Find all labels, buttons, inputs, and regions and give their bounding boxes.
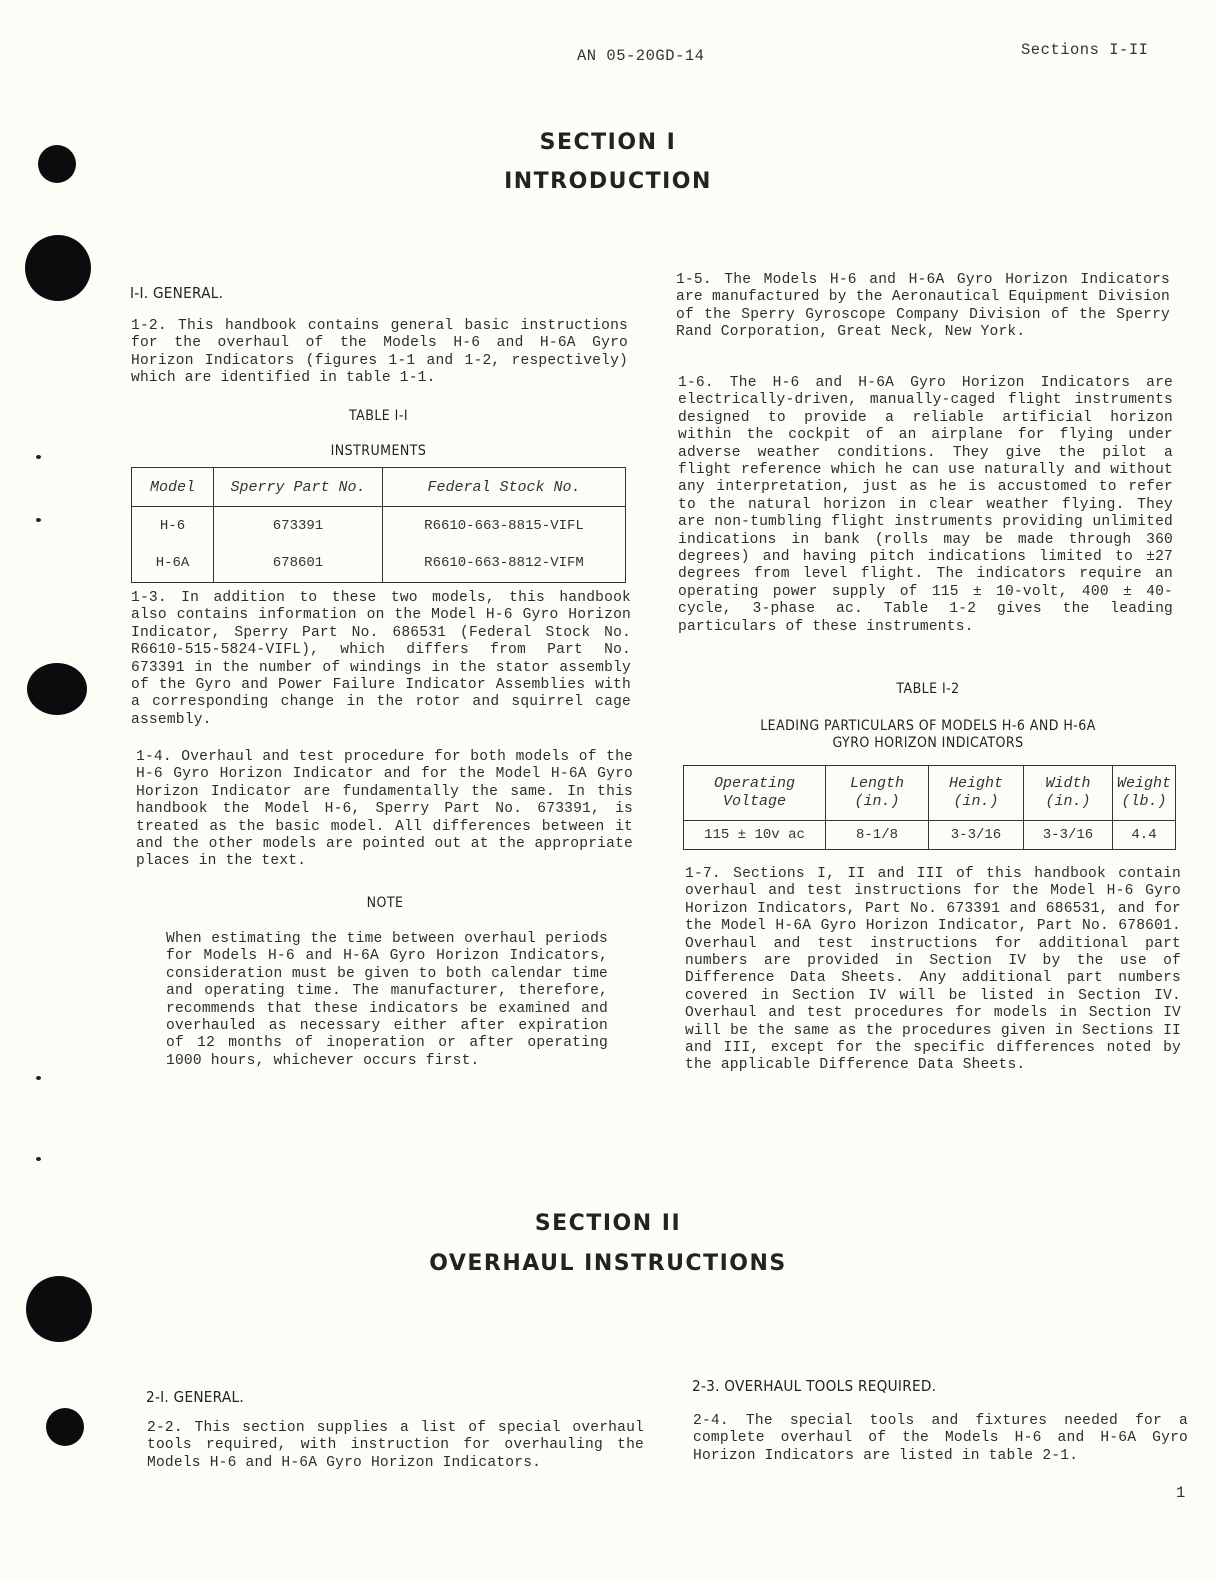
section-2-title: OVERHAUL INSTRUCTIONS bbox=[429, 1251, 787, 1276]
paragraph-2-2: 2-2. This section supplies a list of special overhaul tools required, with instruction for overhauling the Models H-6 and H-6A Gyro Horizon Indicators. bbox=[147, 1420, 644, 1471]
cell-federal-stock-no: R6610-663-8812-VIFM bbox=[383, 545, 626, 583]
table-1-2-number: TABLE I-2 bbox=[896, 681, 960, 697]
binder-hole bbox=[26, 1276, 92, 1342]
note-label: NOTE bbox=[366, 895, 404, 911]
table-row bbox=[684, 821, 1176, 850]
section-1-label: SECTION I bbox=[539, 130, 677, 155]
paragraph-1-6: 1-6. The H-6 and H-6A Gyro Horizon Indicators are electrically-driven, manually-caged flight instruments designed to provide a reliable artificial horizon within the cockpit of an airplane for flying under adverse weather conditions. They give the pilot a flight reference which he can use naturally and without any interpretation, just as he is accustomed to refer to the natural horizon in clear weather flying. They are non-tumbling flight instruments providing unlimited indications in bank (rolls may be made through 360 degrees) and having pitch indications limited to ±27 degrees from level flight. The indicators require an operating power supply of 115 ± 10-volt, 400 ± 40-cycle, 3-phase ac. Table 1-2 gives the leading particulars of these instruments. bbox=[678, 375, 1173, 635]
cell-width: 3-3/16 bbox=[1024, 821, 1113, 850]
cell-length: 8-1/8 bbox=[826, 821, 929, 850]
header-line: (in.) bbox=[854, 793, 900, 810]
section-1-title: INTRODUCTION bbox=[504, 169, 712, 194]
binder-hole bbox=[27, 663, 87, 715]
table-1-1-number: TABLE I-I bbox=[348, 408, 409, 424]
binder-hole bbox=[25, 235, 91, 301]
paragraph-heading-1-1: I-I. GENERAL. bbox=[130, 284, 224, 302]
table-row bbox=[132, 545, 626, 583]
cell-operating-voltage: 115 ± 10v ac bbox=[684, 821, 826, 850]
header-line: (in.) bbox=[953, 793, 999, 810]
note-text: When estimating the time between overhaul periods for Models H-6 and H-6A Gyro Horizon Indicators, consideration must be given to both calendar time and operating time. The manufacturer, therefore, recommends that these indicators be examined and overhauled as necessary either after expiration of 12 months of inoperation or after operating 1000 hours, whichever occurs first. bbox=[166, 931, 608, 1069]
column-header-height bbox=[929, 766, 1024, 821]
speck bbox=[36, 518, 41, 522]
header-line: Weight bbox=[1116, 775, 1171, 792]
page-sections-label: Sections I-II bbox=[1021, 41, 1149, 59]
paragraph-heading-2-3: 2-3. OVERHAUL TOOLS REQUIRED. bbox=[692, 1377, 937, 1395]
document-number: AN 05-20GD-14 bbox=[577, 47, 705, 65]
cell-model: H-6A bbox=[132, 545, 214, 583]
paragraph-1-5: 1-5. The Models H-6 and H-6A Gyro Horizon Indicators are manufactured by the Aeronautical Equipment Division of the Sperry Gyroscope Company Division of the Sperry Rand Corporation, Great Neck, New York. bbox=[676, 272, 1170, 341]
binder-hole bbox=[46, 1408, 84, 1446]
speck bbox=[36, 455, 41, 459]
column-header-federal-stock-no: Federal Stock No. bbox=[383, 468, 626, 507]
table-1-2-title-line-1: LEADING PARTICULARS OF MODELS H-6 AND H-6A bbox=[760, 718, 1096, 734]
table-header-row bbox=[132, 468, 626, 507]
column-header-width bbox=[1024, 766, 1113, 821]
speck bbox=[36, 1157, 41, 1161]
paragraph-1-4: 1-4. Overhaul and test procedure for both models of the H-6 Gyro Horizon Indicator and for the Model H-6A Gyro Horizon Indicator are fundamentally the same. In this handbook the Model H-6, Sperry Part No. 673391, is treated as the basic model. All differences between it and the other models are pointed out at the appropriate places in the text. bbox=[136, 749, 633, 870]
header-line: Width bbox=[1045, 775, 1091, 792]
column-header-weight bbox=[1113, 766, 1176, 821]
cell-sperry-part-no: 673391 bbox=[214, 507, 383, 545]
speck bbox=[36, 1076, 41, 1080]
paragraph-1-7: 1-7. Sections I, II and III of this handbook contain overhaul and test instructions for the Model H-6 Gyro Horizon Indicators, Part No. 673391 and 686531, and for the Model H-6A Gyro Horizon Indicator, Part No. 678601. Overhaul and test instructions for additional part numbers are provided in Section IV by the use of Difference Data Sheets. Any additional part numbers covered in Section IV will be listed in Section IV. Overhaul and test procedures for models in Section IV will be the same as the procedures given in Sections II and III, except for the specific differences noted by the applicable Difference Data Sheets. bbox=[685, 866, 1181, 1074]
header-line: Length bbox=[849, 775, 904, 792]
cell-model: H-6 bbox=[132, 507, 214, 545]
header-line: (lb.) bbox=[1121, 793, 1167, 810]
cell-federal-stock-no: R6610-663-8815-VIFL bbox=[383, 507, 626, 545]
cell-height: 3-3/16 bbox=[929, 821, 1024, 850]
cell-sperry-part-no: 678601 bbox=[214, 545, 383, 583]
table-row bbox=[132, 507, 626, 545]
table-header-row bbox=[684, 766, 1176, 821]
leading-particulars-table bbox=[683, 765, 1176, 850]
table-1-2-title-line-2: GYRO HORIZON INDICATORS bbox=[832, 735, 1024, 751]
column-header-length bbox=[826, 766, 929, 821]
header-line: Height bbox=[948, 775, 1003, 792]
paragraph-1-2: 1-2. This handbook contains general basic instructions for the overhaul of the Models H-6 and H-6A Gyro Horizon Indicators (figures 1-1 and 1-2, respectively) which are identified in table 1-1. bbox=[131, 318, 628, 387]
header-line: Voltage bbox=[722, 793, 786, 810]
instruments-table bbox=[131, 467, 626, 583]
paragraph-1-3: 1-3. In addition to these two models, this handbook also contains information on the Model H-6 Gyro Horizon Indicator, Sperry Part No. 686531 (Federal Stock No. R6610-515-5824-VIFL), which differs from Part No. 673391 in the number of windings in the stator assembly of the Gyro and Power Failure Indicator Assemblies with a corresponding change in the rotor and squirrel cage assembly. bbox=[131, 590, 631, 728]
column-header-model: Model bbox=[132, 468, 214, 507]
section-2-label: SECTION II bbox=[534, 1211, 682, 1236]
page-number: 1 bbox=[1176, 1484, 1186, 1502]
paragraph-heading-2-1: 2-I. GENERAL. bbox=[146, 1388, 244, 1406]
paragraph-2-4: 2-4. The special tools and fixtures needed for a complete overhaul of the Models H-6 and H-6A Gyro Horizon Indicators are listed in table 2-1. bbox=[693, 1413, 1188, 1464]
column-header-operating-voltage bbox=[684, 766, 826, 821]
cell-weight: 4.4 bbox=[1113, 821, 1176, 850]
header-line: (in.) bbox=[1045, 793, 1091, 810]
header-line: Operating bbox=[713, 775, 795, 792]
column-header-sperry-part-no: Sperry Part No. bbox=[214, 468, 383, 507]
table-1-1-title: INSTRUMENTS bbox=[330, 443, 427, 459]
